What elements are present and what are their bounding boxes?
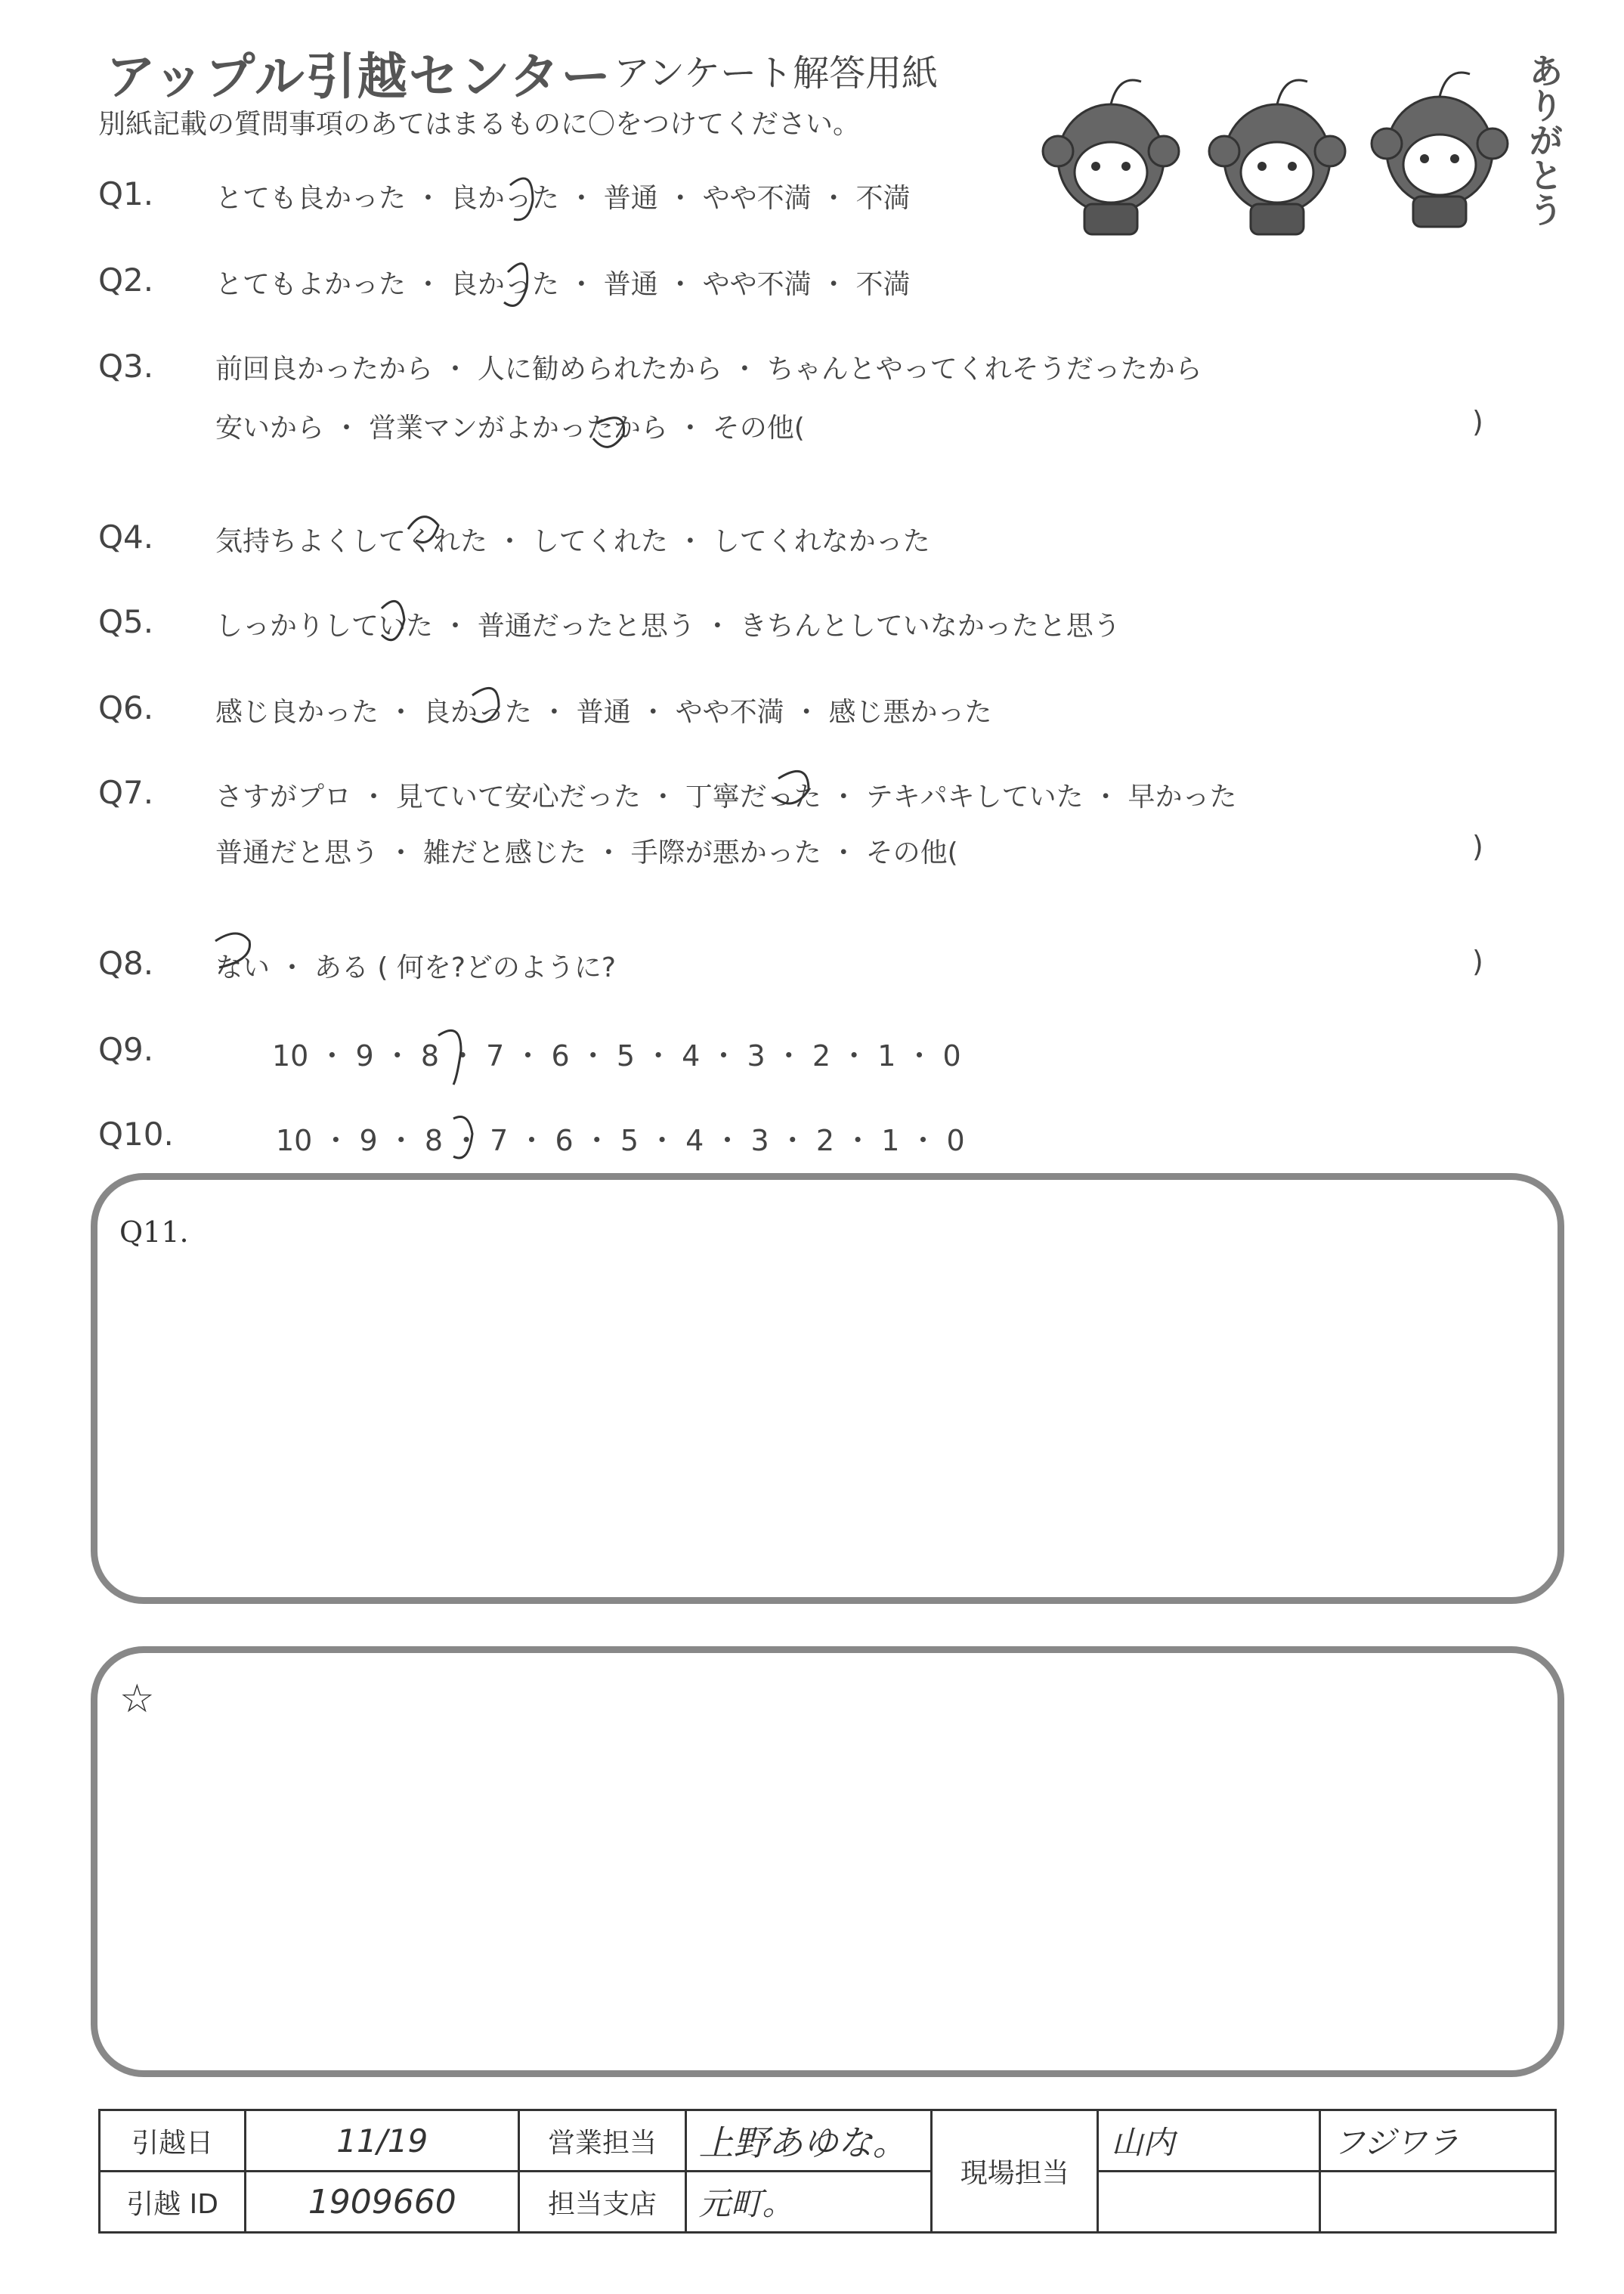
q6-options: 感じ良かった ・ 良かった ・ 普通 ・ やや不満 ・ 感じ悪かった [215,697,992,728]
q2-circle-mark [504,264,527,306]
form-title: アンケート解答用紙 [614,52,939,94]
q9-options: 10 ・ 9 ・ 8 ・ 7 ・ 6 ・ 5 ・ 4 ・ 3 ・ 2 ・ 1 ・ 0 [272,1039,961,1073]
q2-label: Q2. [98,262,154,299]
q1-circle-mark [510,178,533,220]
move-id-value[interactable]: 1909660 [246,2172,519,2233]
q2-options: とてもよかった ・ 良かった ・ 普通 ・ やや不満 ・ 不満 [215,269,911,300]
q10-label: Q10. [98,1116,174,1153]
q6-label: Q6. [98,689,154,726]
q10-options: 10 ・ 9 ・ 8 ・ 7 ・ 6 ・ 5 ・ 4 ・ 3 ・ 2 ・ 1 ・ 0 [276,1124,965,1157]
q9-label: Q9. [98,1031,154,1068]
q3-circle-mark [593,418,624,447]
q8-label: Q8. [98,945,154,982]
star-label: ☆ [119,1676,155,1722]
q4-label: Q4. [98,519,154,556]
q3-options-line1: 前回良かったから ・ 人に勧められたから ・ ちゃんとやってくれそうだったから [215,354,1202,385]
footer-table [98,2109,1557,2234]
q1-label: Q1. [98,175,154,212]
company-title: アップル引越センター [106,48,613,106]
site-empty-cell-2[interactable] [1320,2172,1556,2233]
q4-options: 気持ちよくしてくれた ・ してくれた ・ してくれなかった [215,526,930,557]
branch-value[interactable]: 元町。 [685,2172,931,2233]
q5-circle-mark [382,601,404,639]
site-label: 現場担当 [932,2110,1098,2233]
q9-circle-mark [438,1030,461,1085]
instruction-text: 別紙記載の質問事項のあてはまるものに〇をつけてください。 [98,109,861,140]
q7-options-line1: さすがプロ ・ 見ていて安心だった ・ 丁寧だった ・ テキパキしていた ・ 早かった [215,782,1237,813]
site-value-1[interactable]: 山内 [1098,2110,1320,2172]
q5-label: Q5. [98,603,154,640]
q11-answer-box[interactable] [91,1173,1564,1604]
star-comment-box[interactable] [91,1646,1564,2077]
sales-value[interactable]: 上野あゆな。 [685,2110,931,2172]
move-date-label: 引越日 [100,2110,246,2172]
q3-label: Q3. [98,348,154,385]
site-value-2[interactable]: フジワラ [1320,2110,1556,2172]
q7-label: Q7. [98,774,154,811]
q8-paren-close: ) [1472,945,1483,978]
q1-options: とても良かった ・ 良かった ・ 普通 ・ やや不満 ・ 不満 [215,183,911,214]
q7-circle-mark [775,771,809,803]
q7-options-line2: 普通だと思う ・ 雑だと感じた ・ 手際が悪かった ・ その他( [215,837,958,868]
q11-label: Q11. [119,1215,189,1249]
q3-options-line2: 安いから ・ 営業マンがよかったから ・ その他( [215,413,805,444]
move-date-value[interactable]: 11/19 [246,2110,519,2172]
move-id-label: 引越 ID [100,2172,246,2233]
q3-paren-close: ) [1472,405,1483,438]
q7-paren-close: ) [1472,830,1483,863]
q8-options: ない ・ ある ( 何を?どのように? [215,952,617,983]
site-empty-cell-1[interactable] [1098,2172,1320,2233]
q4-circle-mark [408,517,438,543]
thank-you-text: ありがとう [1523,53,1564,227]
q5-options: しっかりしていた ・ 普通だったと思う ・ きちんとしていなかったと思う [215,611,1121,642]
branch-label: 担当支店 [519,2172,685,2233]
q8-circle-mark [215,933,250,967]
q10-circle-mark [453,1117,472,1159]
q6-circle-mark [472,688,499,722]
sales-label: 営業担当 [519,2110,685,2172]
